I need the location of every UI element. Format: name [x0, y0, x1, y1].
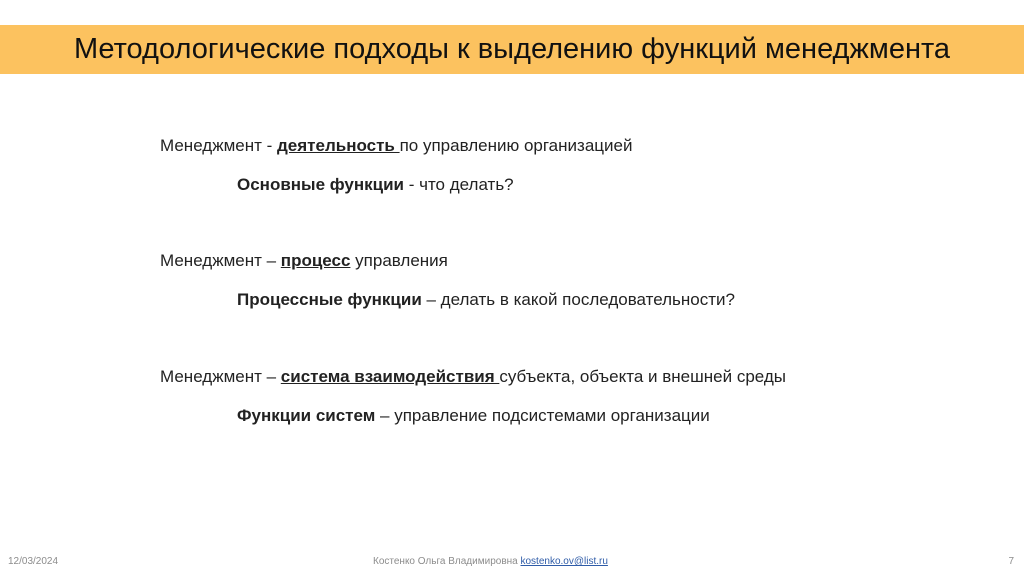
footer-author — [373, 556, 608, 567]
function-description: - что делать? — [403, 175, 514, 194]
function-system — [237, 406, 710, 426]
definition-keyword: система взаимодействия — [280, 367, 500, 386]
definition-suffix: по управлению организацией — [399, 136, 633, 155]
definition-keyword: процесс — [280, 251, 351, 270]
definition-prefix: Менеджмент - — [160, 136, 277, 155]
function-description: – управление подсистемами организации — [375, 406, 710, 425]
function-basic — [237, 175, 514, 195]
author-name: Костенко Ольга Владимировна — [373, 556, 521, 567]
definition-prefix: Менеджмент – — [160, 367, 281, 386]
definition-prefix: Менеджмент – — [160, 251, 281, 270]
function-description: – делать в какой последовательности? — [421, 290, 735, 309]
title-bar — [0, 25, 1024, 74]
definition-suffix: субъекта, объекта и внешней среды — [499, 367, 787, 386]
definition-keyword: деятельность — [277, 136, 400, 155]
function-name: Основные функции — [237, 175, 404, 194]
function-process — [237, 290, 735, 310]
slide-title: Методологические подходы к выделению функций менеджмента — [73, 33, 951, 65]
definition-activity — [160, 136, 632, 156]
function-name: Процессные функции — [237, 290, 422, 309]
author-email-link[interactable]: kostenko.ov@list.ru — [520, 556, 608, 567]
definition-system — [160, 367, 786, 387]
page-number: 7 — [1008, 556, 1014, 567]
definition-suffix: управления — [350, 251, 448, 270]
definition-process — [160, 251, 448, 271]
function-name: Функции систем — [237, 406, 376, 425]
footer-date: 12/03/2024 — [8, 556, 59, 567]
